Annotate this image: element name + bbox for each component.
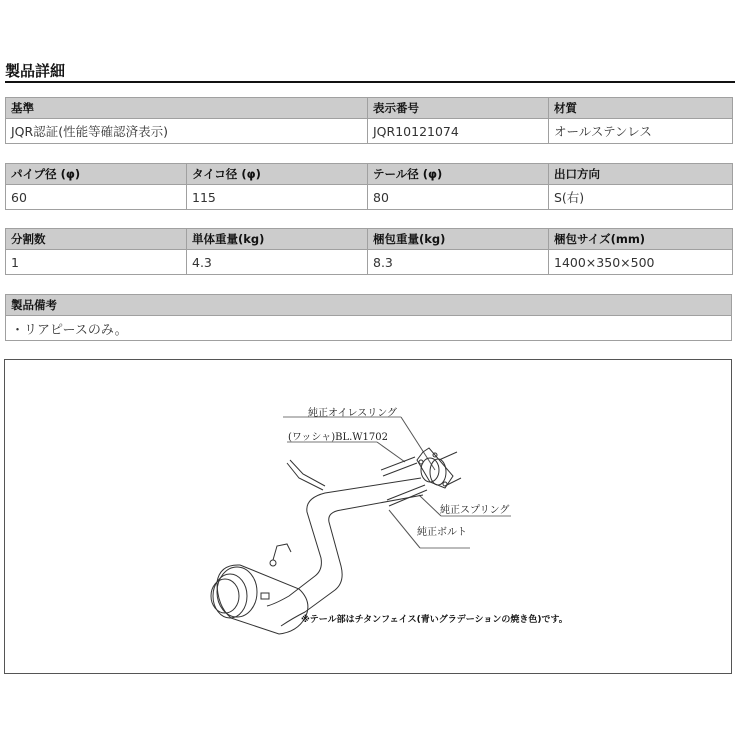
value-remarks: ・リアピースのみ。 — [6, 316, 732, 341]
value-material: オールステンレス — [549, 119, 733, 144]
header-exit-direction: 出口方向 — [549, 164, 733, 185]
header-pipe-diameter: パイプ径 (φ) — [6, 164, 187, 185]
table-header-row — [6, 98, 733, 119]
label-oil-ring: 純正オイレスリング — [308, 408, 397, 419]
remarks-table — [5, 294, 732, 341]
header-muffler-diameter: タイコ径 (φ) — [187, 164, 368, 185]
table-row — [6, 316, 732, 341]
spec-table-standard — [5, 97, 733, 144]
spec-table-weights — [5, 228, 733, 275]
table-header-row — [6, 164, 733, 185]
page-title: 製品詳細 — [5, 62, 66, 80]
header-tail-diameter: テール径 (φ) — [368, 164, 549, 185]
value-split-count: 1 — [6, 250, 187, 275]
diagram-note: ※テール部はチタンフェイス(青いグラデーションの焼き色)です。 — [301, 615, 568, 625]
header-display-number: 表示番号 — [368, 98, 549, 119]
title-divider — [5, 81, 735, 83]
value-muffler-diameter: 115 — [187, 185, 368, 210]
value-package-size: 1400×350×500 — [549, 250, 733, 275]
table-row — [6, 185, 733, 210]
value-pipe-diameter: 60 — [6, 185, 187, 210]
table-row — [6, 250, 733, 275]
exhaust-diagram — [4, 359, 732, 674]
header-split-count: 分割数 — [6, 229, 187, 250]
header-standard: 基準 — [6, 98, 368, 119]
label-bolt: 純正ボルト — [417, 527, 467, 538]
table-header-row — [6, 295, 732, 316]
header-unit-weight: 単体重量(kg) — [187, 229, 368, 250]
value-tail-diameter: 80 — [368, 185, 549, 210]
value-unit-weight: 4.3 — [187, 250, 368, 275]
table-header-row — [6, 229, 733, 250]
header-remarks: 製品備考 — [6, 295, 732, 316]
spec-table-dimensions — [5, 163, 733, 210]
table-row — [6, 119, 733, 144]
value-display-number: JQR10121074 — [368, 119, 549, 144]
value-package-weight: 8.3 — [368, 250, 549, 275]
label-washer: (ワッシャ)BL.W1702 — [288, 432, 388, 443]
header-package-size: 梱包サイズ(mm) — [549, 229, 733, 250]
label-spring: 純正スプリング — [440, 505, 510, 516]
value-standard: JQR認証(性能等確認済表示) — [6, 119, 368, 144]
header-material: 材質 — [549, 98, 733, 119]
value-exit-direction: S(右) — [549, 185, 733, 210]
header-package-weight: 梱包重量(kg) — [368, 229, 549, 250]
